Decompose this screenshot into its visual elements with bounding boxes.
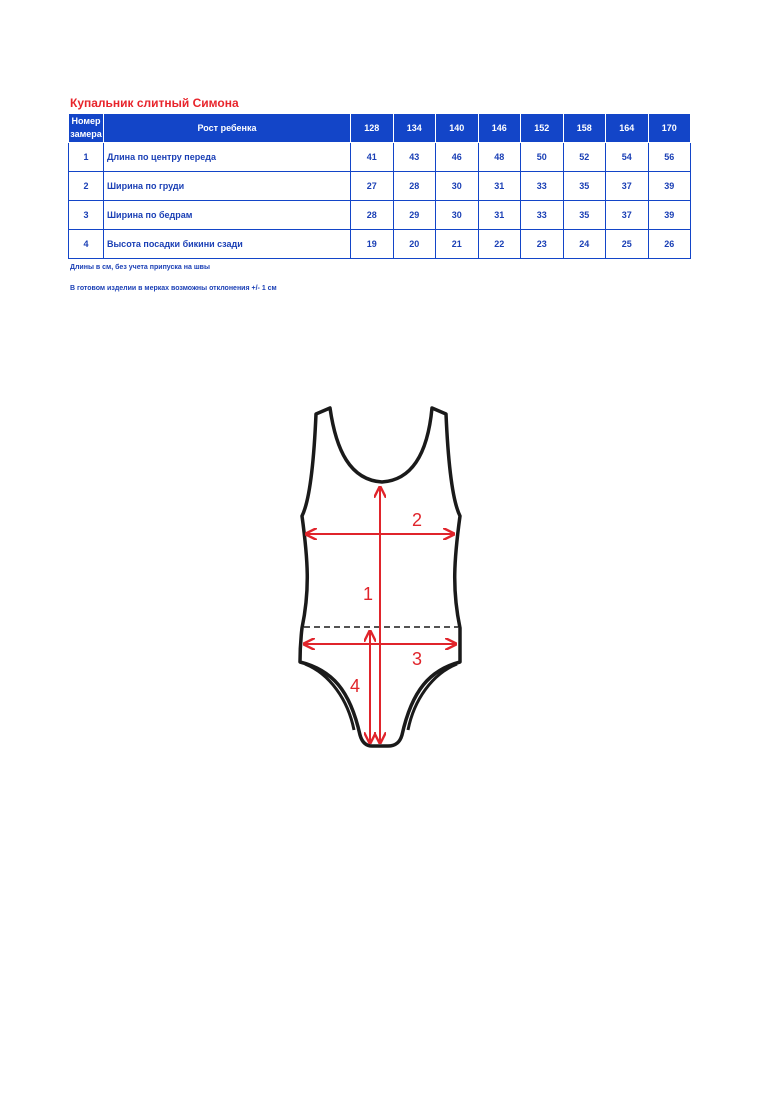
marker-label-2: 2: [412, 510, 423, 530]
cell-value: 27: [351, 172, 394, 201]
cell-value: 30: [436, 201, 479, 230]
product-title: Купальник слитный Симона: [70, 96, 239, 110]
cell-value: 25: [606, 230, 649, 259]
header-num-line1: Номер: [71, 116, 101, 126]
cell-value: 21: [436, 230, 479, 259]
cell-value: 46: [436, 143, 479, 172]
header-size: 170: [648, 114, 691, 143]
header-size: 146: [478, 114, 521, 143]
cell-value: 54: [606, 143, 649, 172]
cell-value: 48: [478, 143, 521, 172]
cell-value: 52: [563, 143, 606, 172]
cell-value: 33: [521, 172, 564, 201]
cell-value: 31: [478, 172, 521, 201]
cell-value: 33: [521, 201, 564, 230]
cell-value: 41: [351, 143, 394, 172]
marker-label-1: 1: [363, 584, 374, 604]
cell-value: 50: [521, 143, 564, 172]
cell-value: 35: [563, 172, 606, 201]
header-size: 158: [563, 114, 606, 143]
marker-label-3: 3: [412, 649, 423, 669]
header-size: 152: [521, 114, 564, 143]
cell-value: 37: [606, 172, 649, 201]
cell-value: 35: [563, 201, 606, 230]
row-number: 1: [69, 143, 104, 172]
cell-value: 30: [436, 172, 479, 201]
row-label: Длина по центру переда: [104, 143, 351, 172]
note-tolerance: В готовом изделии в мерках возможны отклонения +/- 1 см: [70, 285, 277, 292]
marker-label-4: 4: [350, 676, 361, 696]
cell-value: 23: [521, 230, 564, 259]
cell-value: 26: [648, 230, 691, 259]
cell-value: 22: [478, 230, 521, 259]
cell-value: 56: [648, 143, 691, 172]
row-label: Высота посадки бикини сзади: [104, 230, 351, 259]
header-child-height: Рост ребенка: [104, 114, 351, 143]
cell-value: 28: [351, 201, 394, 230]
header-num-line2: замера: [70, 129, 102, 139]
cell-value: 24: [563, 230, 606, 259]
header-size: 164: [606, 114, 649, 143]
row-label: Ширина по бедрам: [104, 201, 351, 230]
cell-value: 31: [478, 201, 521, 230]
note-lengths: Длины в см, без учета припуска на швы: [70, 264, 210, 271]
cell-value: 29: [393, 201, 436, 230]
header-size: 140: [436, 114, 479, 143]
cell-value: 28: [393, 172, 436, 201]
row-label: Ширина по груди: [104, 172, 351, 201]
row-number: 2: [69, 172, 104, 201]
header-size: 128: [351, 114, 394, 143]
row-number: 3: [69, 201, 104, 230]
cell-value: 19: [351, 230, 394, 259]
cell-value: 20: [393, 230, 436, 259]
row-number: 4: [69, 230, 104, 259]
header-size: 134: [393, 114, 436, 143]
cell-value: 39: [648, 172, 691, 201]
cell-value: 39: [648, 201, 691, 230]
cell-value: 43: [393, 143, 436, 172]
cell-value: 37: [606, 201, 649, 230]
